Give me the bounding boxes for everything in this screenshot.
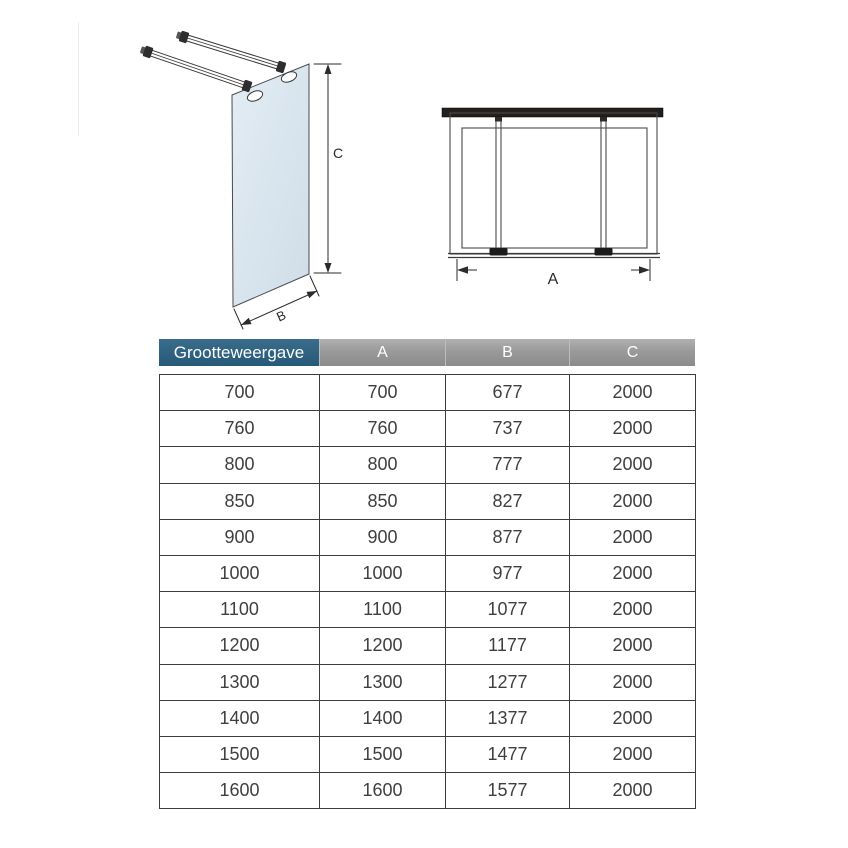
- table-cell: 1600: [320, 773, 446, 809]
- rod-clamp-left: [490, 248, 508, 256]
- outer-frame: [450, 113, 657, 254]
- table-cell: 760: [160, 411, 320, 447]
- size-table-body: [160, 375, 696, 809]
- dimension-c: [314, 64, 344, 273]
- table-row: [160, 555, 696, 591]
- support-rod-right: [600, 117, 607, 249]
- header-cell-b: B: [445, 339, 569, 366]
- table-cell: 1000: [320, 555, 446, 591]
- table-cell: 1100: [160, 592, 320, 628]
- table-cell: 2000: [570, 483, 696, 519]
- table-cell: 1377: [446, 700, 570, 736]
- top-view-diagram: [442, 108, 663, 288]
- table-cell: 1600: [160, 773, 320, 809]
- table-cell: 2000: [570, 375, 696, 411]
- table-cell: 2000: [570, 447, 696, 483]
- table-cell: 1400: [160, 700, 320, 736]
- dim-b-label: B: [274, 307, 289, 325]
- table-row: [160, 483, 696, 519]
- table-cell: 677: [446, 375, 570, 411]
- header-cell-c: C: [569, 339, 695, 366]
- dim-a-label: A: [547, 271, 559, 288]
- table-row: [160, 773, 696, 809]
- table-cell: 800: [160, 447, 320, 483]
- table-cell: 1200: [320, 628, 446, 664]
- table-row: [160, 736, 696, 772]
- table-cell: 1100: [320, 592, 446, 628]
- table-row: [160, 375, 696, 411]
- table-cell: 2000: [570, 664, 696, 700]
- table-row: [160, 628, 696, 664]
- rod-clamp-right: [595, 248, 613, 256]
- table-cell: 900: [160, 519, 320, 555]
- table-cell: 1077: [446, 592, 570, 628]
- table-cell: 700: [320, 375, 446, 411]
- side-view-diagram: [139, 30, 343, 329]
- table-row: [160, 411, 696, 447]
- dim-c-label: C: [333, 145, 344, 161]
- table-cell: 2000: [570, 736, 696, 772]
- header-cell-grootteweergave: Grootteweergave: [159, 339, 319, 366]
- table-row: [160, 592, 696, 628]
- table-cell: 2000: [570, 628, 696, 664]
- table-cell: 877: [446, 519, 570, 555]
- size-table-section: [159, 339, 695, 809]
- table-cell: 2000: [570, 592, 696, 628]
- table-cell: 760: [320, 411, 446, 447]
- table-cell: 850: [320, 483, 446, 519]
- glass-panel: [232, 64, 309, 307]
- table-cell: 737: [446, 411, 570, 447]
- table-cell: 850: [160, 483, 320, 519]
- table-cell: 1177: [446, 628, 570, 664]
- header-cell-a: A: [319, 339, 445, 366]
- table-cell: 2000: [570, 519, 696, 555]
- table-cell: 1477: [446, 736, 570, 772]
- diagrams-panel: [0, 0, 848, 340]
- table-cell: 977: [446, 555, 570, 591]
- table-cell: 900: [320, 519, 446, 555]
- table-cell: 1500: [320, 736, 446, 772]
- table-cell: 700: [160, 375, 320, 411]
- table-cell: 800: [320, 447, 446, 483]
- size-table-header: [159, 339, 695, 366]
- table-cell: 1300: [320, 664, 446, 700]
- support-rod-left: [495, 117, 502, 249]
- table-cell: 777: [446, 447, 570, 483]
- table-cell: 1277: [446, 664, 570, 700]
- table-cell: 827: [446, 483, 570, 519]
- table-row: [160, 447, 696, 483]
- table-cell: 1000: [160, 555, 320, 591]
- table-cell: 1300: [160, 664, 320, 700]
- table-cell: 1500: [160, 736, 320, 772]
- inner-frame: [462, 128, 647, 248]
- table-cell: 1200: [160, 628, 320, 664]
- table-cell: 2000: [570, 555, 696, 591]
- table-cell: 1577: [446, 773, 570, 809]
- table-cell: 2000: [570, 773, 696, 809]
- table-cell: 2000: [570, 411, 696, 447]
- table-row: [160, 519, 696, 555]
- table-cell: 1400: [320, 700, 446, 736]
- table-row: [160, 664, 696, 700]
- size-table: [159, 374, 696, 809]
- table-cell: 2000: [570, 700, 696, 736]
- table-row: [160, 700, 696, 736]
